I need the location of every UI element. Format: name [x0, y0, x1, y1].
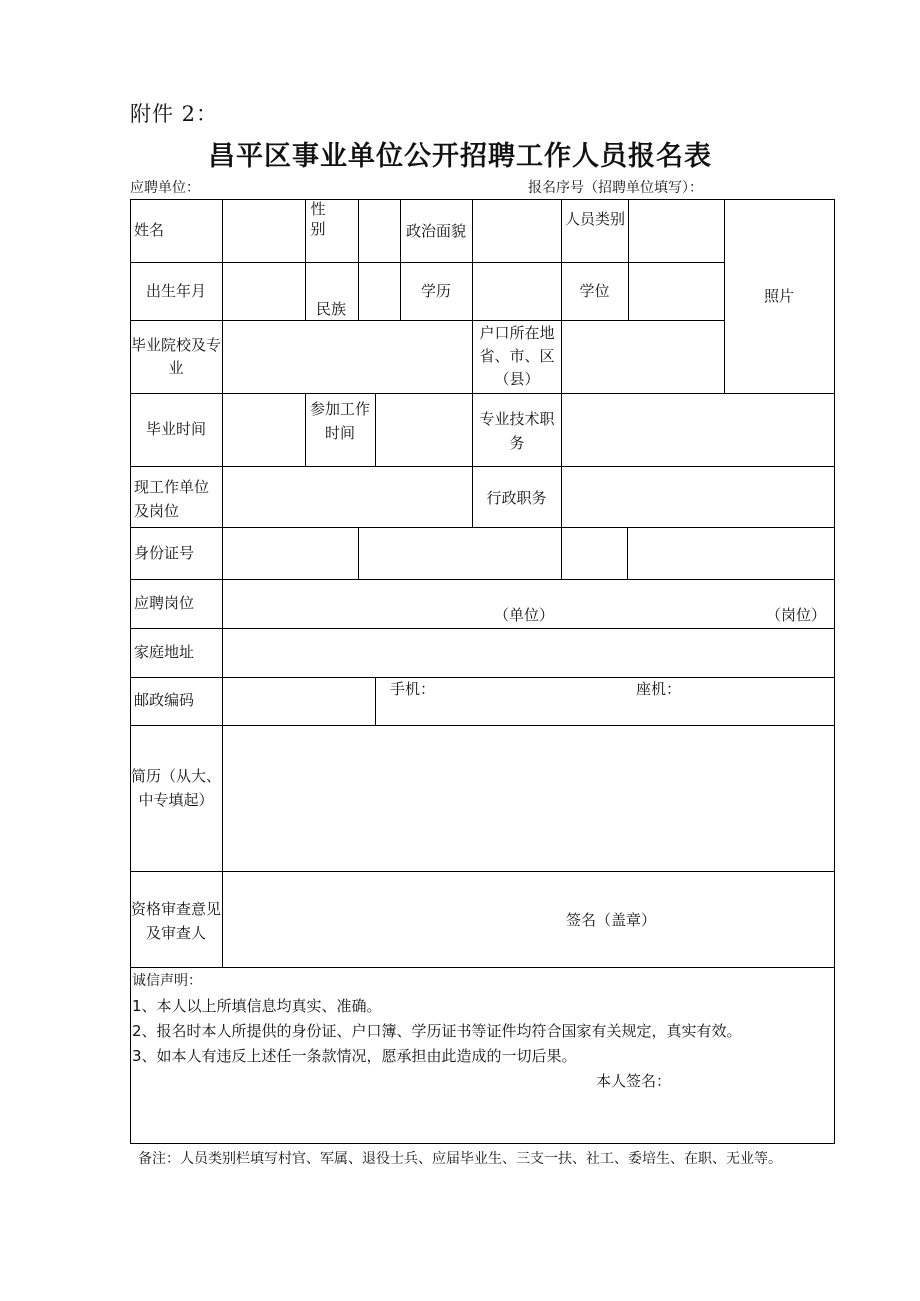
col-line	[628, 199, 629, 320]
label-applied-position: 应聘岗位	[134, 594, 195, 612]
col-line	[375, 677, 376, 725]
row-line	[130, 677, 835, 678]
label-mobile: 手机：	[390, 680, 436, 698]
label-postcode: 邮政编码	[134, 691, 195, 709]
label-personnel-category: 人员类别	[565, 210, 626, 228]
label-gender: 性别	[310, 200, 326, 238]
table-border-right	[834, 199, 835, 1144]
row-line	[130, 871, 835, 872]
label-education: 学历	[420, 282, 451, 300]
label-professional-title: 专业技术职务	[479, 410, 555, 452]
label-admin-post: 行政职务	[486, 489, 547, 507]
label-home-address: 家庭地址	[134, 643, 195, 661]
applicant-signature-label: 本人签名：	[596, 1072, 672, 1090]
col-line	[305, 199, 306, 320]
row-line	[130, 320, 724, 321]
declaration-heading: 诚信声明：	[132, 973, 202, 989]
row-line	[130, 967, 835, 968]
col-line	[358, 199, 359, 320]
post-suffix: （岗位）	[766, 606, 827, 624]
label-graduation-time: 毕业时间	[145, 420, 206, 438]
label-birth-date: 出生年月	[145, 282, 206, 300]
col-line	[472, 393, 473, 466]
col-line	[561, 527, 562, 579]
label-work-start-time: 参加工作时间	[309, 400, 370, 442]
unit-suffix: （单位）	[494, 606, 555, 624]
applying-unit-label: 应聘单位：	[130, 180, 200, 196]
label-ethnicity: 民族	[316, 300, 347, 318]
footnote: 备注：人员类别栏填写村官、军属、退役士兵、应届毕业生、三支一扶、社工、委培生、在职、无业等。	[138, 1151, 782, 1167]
col-line	[472, 199, 473, 320]
col-line	[561, 466, 562, 527]
label-resume: 简历（从大、中专填起）	[130, 767, 221, 809]
label-current-unit: 现工作单位及岗位	[134, 478, 210, 520]
label-hukou-location: 户口所在地省、市、区（县）	[479, 324, 555, 388]
label-name: 姓名	[134, 221, 165, 239]
label-school-major: 毕业院校及专业	[130, 336, 221, 377]
signature-seal-label: 签名（盖章）	[566, 911, 657, 929]
row-line	[130, 725, 835, 726]
row-line	[130, 262, 724, 263]
col-line	[222, 199, 223, 968]
col-line	[561, 393, 562, 466]
col-line	[472, 320, 473, 393]
col-line	[561, 320, 562, 393]
attachment-label: 附件 2：	[130, 102, 219, 126]
row-line	[130, 393, 835, 394]
label-degree: 学位	[579, 282, 610, 300]
declaration-item-3: 3、如本人有违反上述任一条款情况，愿承担由此造成的一切后果。	[132, 1047, 577, 1065]
declaration-item-2: 2、报名时本人所提供的身份证、户口簿、学历证书等证件均符合国家有关规定，真实有效。	[132, 1022, 742, 1040]
label-political-status: 政治面貌	[405, 222, 466, 240]
col-line	[375, 393, 376, 466]
serial-number-label: 报名序号（招聘单位填写）：	[528, 180, 703, 196]
col-line	[627, 527, 628, 579]
label-qualification-review: 资格审查意见及审查人	[130, 900, 221, 942]
col-line	[358, 527, 359, 579]
declaration-item-1: 1、本人以上所填信息均真实、准确。	[132, 997, 382, 1015]
row-line	[130, 527, 835, 528]
label-landline: 座机：	[636, 680, 682, 698]
form-title: 昌平区事业单位公开招聘工作人员报名表	[208, 141, 712, 172]
row-line	[130, 628, 835, 629]
table-border-top	[130, 199, 835, 200]
label-photo: 照片	[763, 287, 794, 305]
label-id-number: 身份证号	[134, 544, 195, 562]
table-border-bottom	[130, 1143, 835, 1144]
row-line	[130, 579, 835, 580]
row-line	[130, 466, 835, 467]
